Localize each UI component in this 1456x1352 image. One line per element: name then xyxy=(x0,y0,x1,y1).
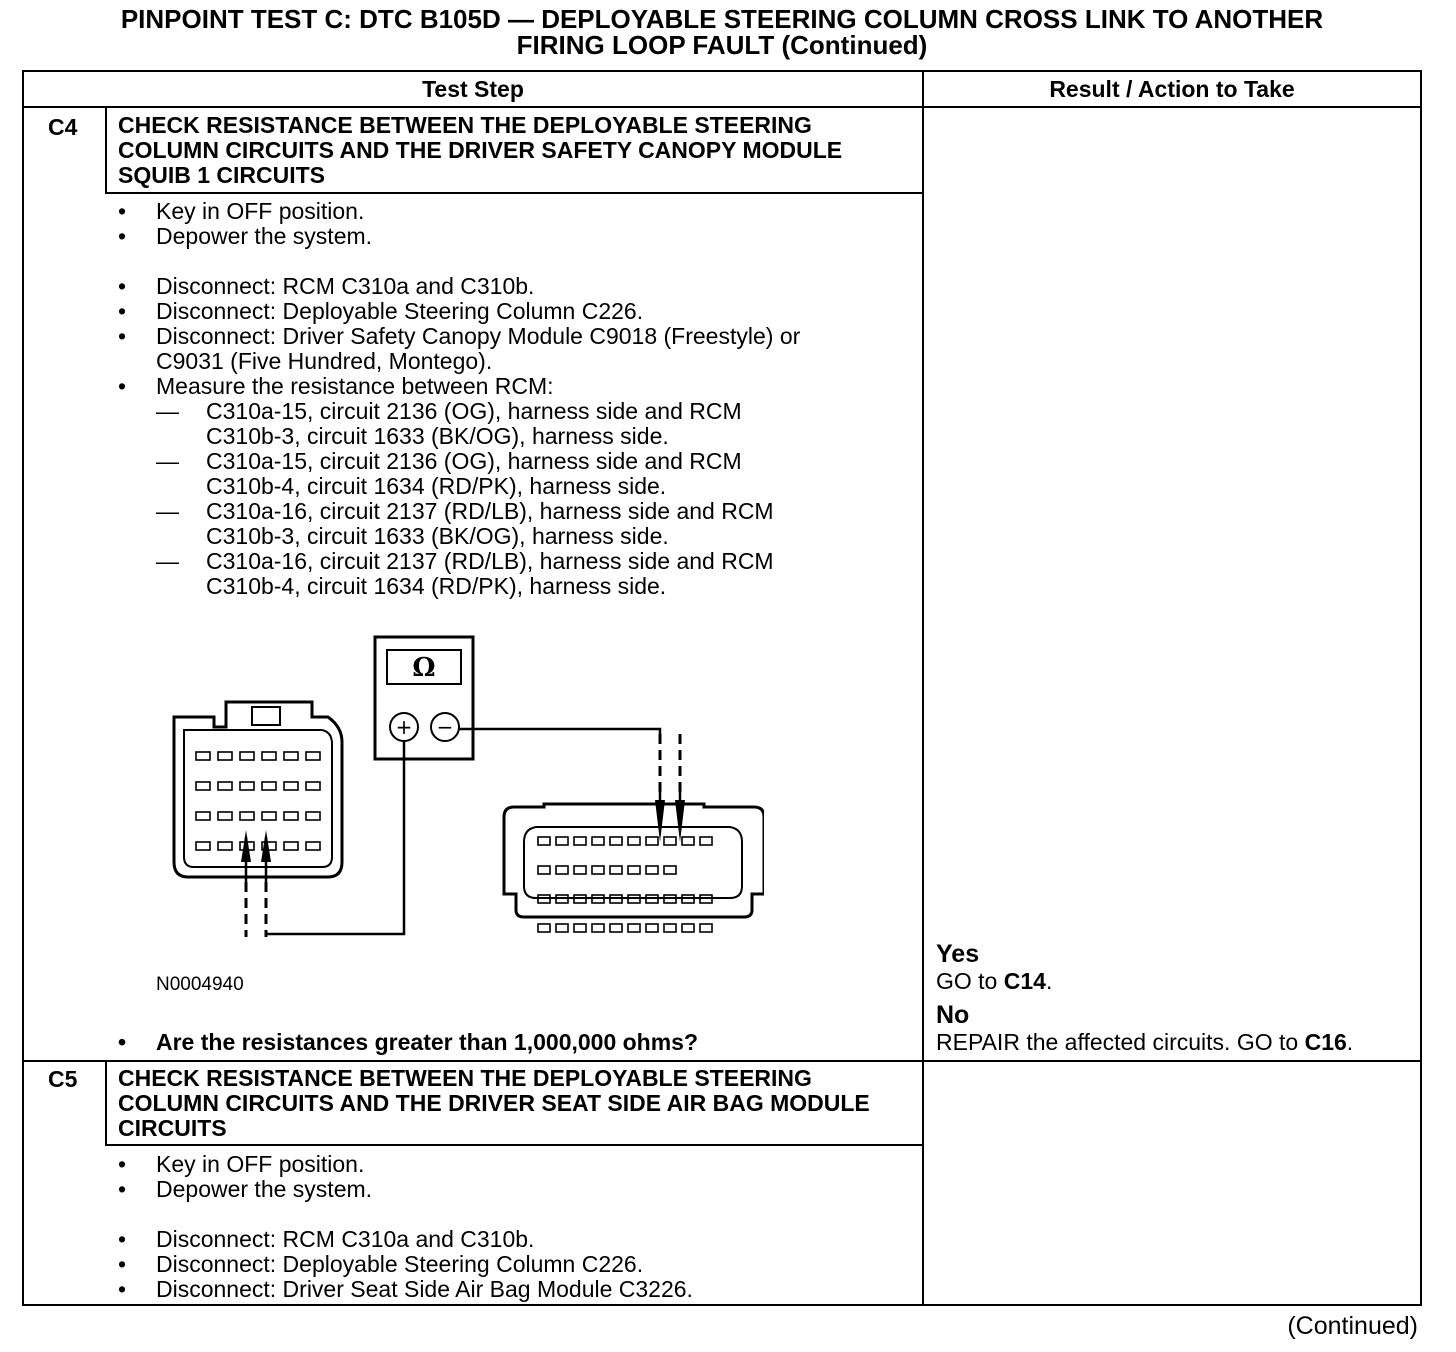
connector-pin xyxy=(700,837,712,845)
connector-pin xyxy=(664,837,676,845)
connector-pin xyxy=(218,842,232,850)
ohm-symbol: Ω xyxy=(412,653,436,683)
connector-pin xyxy=(610,866,622,874)
connector-pin xyxy=(574,837,586,845)
list-item: • Key in OFF position. xyxy=(118,1152,693,1177)
list-item: • Key in OFF position. xyxy=(118,199,800,224)
connector-pin xyxy=(196,752,210,760)
measurement-continuation: C310b-4, circuit 1634 (RD/PK), harness side. xyxy=(206,473,667,499)
connector-pin xyxy=(628,866,640,874)
page-title xyxy=(0,6,1444,58)
ohmmeter xyxy=(375,637,473,759)
step-c4-title-rule xyxy=(105,192,922,194)
connector-pin xyxy=(306,752,320,760)
measurement-item: — C310a-16, circuit 2137 (RD/LB), harness side and RCM xyxy=(118,499,800,524)
c4-yes-label: Yes xyxy=(936,940,980,968)
c4-no-label: No xyxy=(936,1001,970,1029)
connector-pin xyxy=(538,866,550,874)
connector-pin xyxy=(664,924,676,932)
question-item: • Are the resistances greater than 1,000,000 ohms? xyxy=(118,1030,698,1055)
step-c4-question xyxy=(118,1030,698,1055)
connector-pin xyxy=(306,812,320,820)
step-c4-instructions xyxy=(118,199,800,599)
measurement-item: — C310a-15, circuit 2136 (OG), harness side and RCM xyxy=(118,449,800,474)
step-c5-id: C5 xyxy=(48,1066,78,1092)
plus-sign: + xyxy=(395,715,413,739)
connector-pin xyxy=(306,842,320,850)
connector-pin xyxy=(664,866,676,874)
step-c5-instructions xyxy=(118,1152,693,1302)
c4-no-post: . xyxy=(1346,1029,1354,1055)
connector-pin xyxy=(196,812,210,820)
c4-yes-post: . xyxy=(1045,968,1053,994)
measurement-item: — C310a-15, circuit 2136 (OG), harness side and RCM xyxy=(118,399,800,424)
c4-yes-action xyxy=(936,968,1052,995)
header-test-step: Test Step xyxy=(422,76,524,102)
step-c4-id-divider xyxy=(105,108,107,194)
connector-pin xyxy=(628,837,640,845)
connector-pin xyxy=(574,924,586,932)
list-item: • Disconnect: RCM C310a and C310b. xyxy=(118,274,800,299)
connector-pin xyxy=(538,924,550,932)
connector-pin xyxy=(218,782,232,790)
connector-pin xyxy=(240,752,254,760)
c4-yes-text: GO to xyxy=(936,968,1004,994)
c4-no-action xyxy=(936,1029,1353,1056)
continued-label: (Continued) xyxy=(1287,1312,1418,1340)
connector-pin xyxy=(262,782,276,790)
row-divider-c4-c5 xyxy=(24,1060,1420,1062)
measurement-continuation: C310b-4, circuit 1634 (RD/PK), harness side. xyxy=(206,573,667,599)
connector-pin xyxy=(556,837,568,845)
connector-pin xyxy=(556,924,568,932)
left-probes xyxy=(241,830,271,937)
list-item: • Disconnect: Deployable Steering Column C226. xyxy=(118,299,800,324)
rcm-connector-c310b xyxy=(504,804,764,932)
page-title-line-1: PINPOINT TEST C: DTC B105D — DEPLOYABLE STEERING COLUMN CROSS LINK TO ANOTHER xyxy=(120,4,1324,34)
step-c4-id: C4 xyxy=(48,114,78,140)
rcm-connector-c310a xyxy=(174,702,342,877)
connector-pin xyxy=(592,837,604,845)
connector-pin xyxy=(218,752,232,760)
list-item: • Depower the system. xyxy=(118,224,800,249)
pinpoint-test-table xyxy=(22,70,1422,1306)
connector-pin xyxy=(284,812,298,820)
figure-id: N0004940 xyxy=(156,974,244,995)
connector-pin xyxy=(556,866,568,874)
connector-pin xyxy=(262,752,276,760)
c4-no-link[interactable]: C16 xyxy=(1304,1029,1347,1055)
list-item: • Disconnect: Driver Safety Canopy Module C9018 (Freestyle) or xyxy=(118,324,800,349)
connector-pin xyxy=(196,782,210,790)
measurement-item: — C310a-16, circuit 2137 (RD/LB), harness side and RCM xyxy=(118,549,800,574)
connector-pin xyxy=(284,782,298,790)
step-c5-title: CHECK RESISTANCE BETWEEN THE DEPLOYABLE STEERING COLUMN CIRCUITS AND THE DRIVER SEAT SIDE AIR BAG MODULE CIRCUITS xyxy=(118,1065,870,1141)
list-item: • Disconnect: Deployable Steering Column C226. xyxy=(118,1252,693,1277)
list-item: • Disconnect: RCM C310a and C310b. xyxy=(118,1227,693,1252)
list-item: • Disconnect: Driver Seat Side Air Bag Module C3226. xyxy=(118,1277,693,1302)
connector-pin xyxy=(218,812,232,820)
column-divider xyxy=(922,72,924,1304)
positive-lead xyxy=(266,741,404,934)
step-c5-id-divider xyxy=(105,1062,107,1146)
measurement-continuation: C310b-3, circuit 1633 (BK/OG), harness side. xyxy=(206,523,669,549)
list-item: • Measure the resistance between RCM: xyxy=(118,374,800,399)
list-item: • Depower the system. xyxy=(118,1177,693,1202)
header-rule xyxy=(24,106,1420,108)
c4-no-text: REPAIR the affected circuits. GO to xyxy=(936,1029,1305,1055)
connector-pin xyxy=(592,924,604,932)
connector-pin xyxy=(240,812,254,820)
right-probes xyxy=(655,734,685,842)
c4-yes-link[interactable]: C14 xyxy=(1003,968,1046,994)
measurement-continuation: C310b-3, circuit 1633 (BK/OG), harness side. xyxy=(206,423,669,449)
connector-pin xyxy=(306,782,320,790)
minus-sign: − xyxy=(436,715,454,739)
connector-pin xyxy=(240,782,254,790)
negative-lead xyxy=(459,729,660,734)
connector-pin xyxy=(628,924,640,932)
connector-pin xyxy=(646,837,658,845)
step-c5-title-rule xyxy=(105,1144,922,1146)
connector-pin xyxy=(646,924,658,932)
connector-pin xyxy=(700,924,712,932)
connector-pin xyxy=(284,842,298,850)
step-c4-title: CHECK RESISTANCE BETWEEN THE DEPLOYABLE STEERING COLUMN CIRCUITS AND THE DRIVER SAFETY CANOPY MODULE SQUIB 1 CIRCUITS xyxy=(118,112,843,188)
connector-pin xyxy=(682,837,694,845)
header-result-action: Result / Action to Take xyxy=(1049,76,1295,102)
connector-pin xyxy=(196,842,210,850)
connector-pin xyxy=(262,812,276,820)
connector-pin xyxy=(574,866,586,874)
connector-pin xyxy=(610,837,622,845)
connector-pin xyxy=(538,837,550,845)
page-title-line-2: FIRING LOOP FAULT (Continued) xyxy=(516,30,928,60)
resistance-measurement-diagram xyxy=(164,632,764,982)
list-item-continuation: C9031 (Five Hundred, Montego). xyxy=(156,348,493,374)
connector-pin xyxy=(610,924,622,932)
connector-pin xyxy=(682,924,694,932)
connector-pin xyxy=(284,752,298,760)
connector-pin xyxy=(646,866,658,874)
connector-pin xyxy=(592,866,604,874)
